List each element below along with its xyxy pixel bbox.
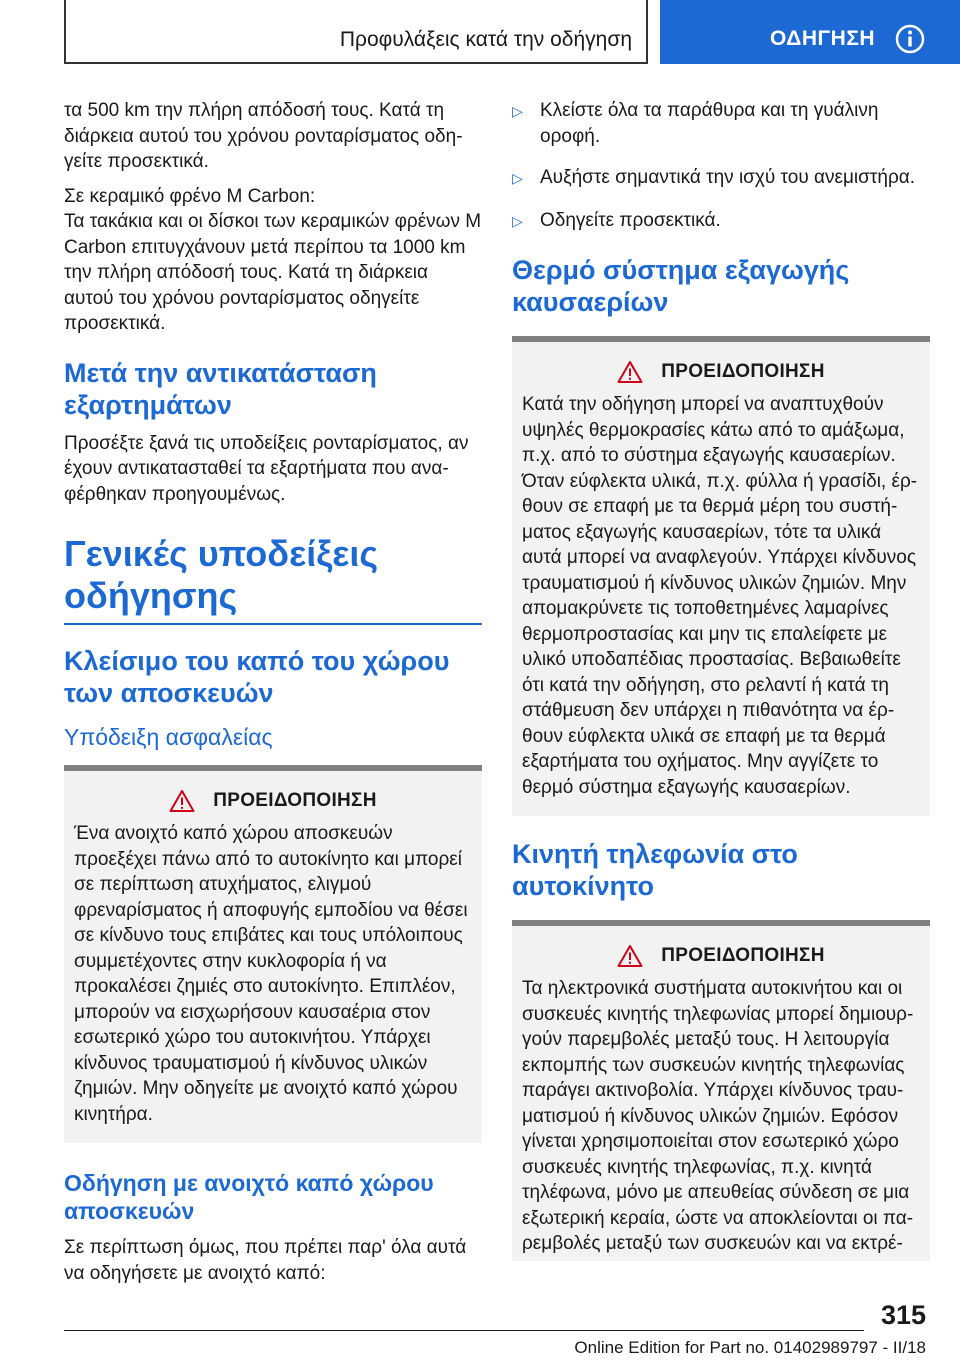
warning-box (512, 920, 930, 1261)
paragraph: Σε κεραμικό φρένο M Carbon: (64, 185, 316, 207)
heading-hot-exhaust: Θερμό σύστημα εξαγωγής καυσαερίων (512, 255, 850, 317)
list-item-text: Οδηγείτε προσεκτικά. (540, 209, 721, 231)
footer-edition: Online Edition for Part no. 01402989797 - II/18 (574, 1338, 926, 1357)
list-item-text: Αυξήστε σημαντικά την ισχύ του ανεμιστήρα. (540, 167, 916, 188)
warning-triangle-icon (617, 944, 643, 968)
warning-box (512, 336, 930, 816)
info-icon (895, 24, 925, 54)
warning-triangle-icon (617, 360, 643, 384)
heading-parts-replacement: Μετά την αντικατάσταση εξαρτημάτων (64, 357, 377, 420)
right-column (512, 98, 930, 1271)
heading-mobile-phone: Κινητή τηλεφωνία στο αυτοκίνητο (512, 839, 798, 901)
warning-text: Κατά την οδήγηση μπορεί να αναπτυχθούν υψηλές θερμοκρασίες κάτω από το αμάξωμα, π.χ. από το σύστημα εξαγωγής καυσαερίων. Όταν εύφλεκτα υλικά, π.χ. φύλλα ή γρασίδι, έρθουν σε επαφή με τα θερμά μέρη του συστήματος εξαγωγής καυσαερίων, τότε τα υλικά αυτά μπορεί να αναφλεγούν. Υπάρχει κίνδυνος τραυματισμού ή κίνδυνος υλικών ζημιών. Μην απομακρύνετε τις τοποθετημένες λαμαρίνες θερμοπροστασίας και μην τις επαλείφετε με υλικό υποδαπέδιας προστασίας. Βεβαιωθείτε ότι κατά την οδήγηση, στο ρελαντί ή κατά τη στάθμευση δεν υπάρχει η πιθανότητα να έρθουν εύφλεκτα υλικά σε επαφή με τα θερμά εξαρτήματα του οχήματος. Μην αγγίζετε το θερμό σύστημα εξαγωγής καυσαερίων. (522, 394, 918, 798)
heading-general-driving: Γενικές υποδείξεις οδήγησης (64, 533, 482, 625)
paragraph: Προσέξτε ξανά τις υποδείξεις ρονταρίσματος, αν έχουν αντικατασταθεί τα εξαρτήματα που αναφέρθηκαν προηγουμένως. (64, 432, 469, 505)
warning-title: ΠΡΟΕΙΔΟΠΟΙΗΣΗ (213, 790, 377, 811)
page-number: 315 (880, 1300, 926, 1330)
heading-trunk-closing: Κλείσιμο του καπό του χώρου των αποσκευών (64, 646, 450, 708)
list-item-text: Κλείστε όλα τα παράθυρα και τη γυάλινη οροφή. (540, 100, 879, 147)
list-item (512, 98, 930, 149)
left-column (64, 98, 482, 1295)
heading-open-trunk-driving: Οδήγηση με ανοιχτό καπό χώρου αποσκευών (64, 1170, 434, 1224)
footer-divider (64, 1330, 864, 1331)
paragraph: τα 500 km την πλήρη απόδοσή τους. Κατά τη διάρκεια αυτού του χρόνου ρονταρίσματος οδηγείτε προσεκτικά. (64, 100, 463, 172)
warning-triangle-icon (169, 789, 195, 813)
list-item (512, 208, 930, 235)
section-tab (660, 0, 960, 64)
warning-text: Ένα ανοιχτό καπό χώρου αποσκευών προεξέχει πάνω από το αυτοκίνητο και μπορεί σε περίπτωση ατυχήματος, ελιγμού φρεναρίσματος ή αποφυγής εμποδίου να θέσει σε κίνδυνο τους επιβάτες και τους υπόλοιπους συμμετέχοντες στην κυκλοφορία ή να προκαλέσει ζημιές στο αυτοκίνητο. Επιπλέον, μπορούν να εισχωρήσουν καυσαέρια στον εσωτερικό χώρο του αυτοκινήτου. Υπάρχει κίνδυνος τραυματισμού ή κίνδυνος υλικών ζημιών. Μην οδηγείτε με ανοιχτό καπό χώρου κινητήρα. (74, 823, 468, 1125)
running-header (64, 0, 648, 64)
bullet-triangle-icon: ▷ (512, 170, 523, 186)
bullet-triangle-icon: ▷ (512, 103, 523, 119)
warning-title: ΠΡΟΕΙΔΟΠΟΙΗΣΗ (661, 361, 825, 382)
warning-text: Τα ηλεκτρονικά συστήματα αυτοκινήτου και οι συσκευές κινητής τηλεφωνίας μπορεί δημιουργούν παρεμβολές μεταξύ τους. Η λειτουργία εκπομπής των συσκευών κινητής τηλεφωνίας παράγει ακτινοβολία. Υπάρχει κίνδυνος τραυματισμού ή κίνδυνος υλικών ζημιών. Εφόσον γίνεται χρησιμοποιείται στον εσωτερικό χώρο συσκευές κινητής τηλεφωνίας, π.χ. κινητά τηλέφωνα, μόνο με απευθείας σύνδεση σε μια εξωτερική κεραία, ώστε να αποκλείονται οι παρεμβολές μεταξύ των συσκευών και να εκτρέ- (522, 978, 914, 1254)
section-tab-label: ΟΔΗΓΗΣΗ (770, 27, 876, 50)
paragraph: Τα τακάκια και οι δίσκοι των κεραμικών φρένων M Carbon επιτυγχάνουν μετά περίπου τα 1000 km την πλήρη απόδοσή τους. Κατά τη διάρκεια αυτού του χρόνου ρονταρίσματος οδηγείτε προσεκτικά. (64, 211, 482, 334)
list-item (512, 165, 930, 192)
warning-title: ΠΡΟΕΙΔΟΠΟΙΗΣΗ (661, 945, 825, 966)
paragraph: Σε περίπτωση όμως, που πρέπει παρ' όλα αυτά να οδηγήσετε με ανοιχτό καπό: (64, 1237, 467, 1284)
bullet-triangle-icon: ▷ (512, 212, 523, 229)
warning-box (64, 765, 482, 1143)
heading-safety-note: Υπόδειξη ασφαλείας (64, 724, 273, 750)
running-header-title: Προφυλάξεις κατά την οδήγηση (339, 28, 632, 51)
